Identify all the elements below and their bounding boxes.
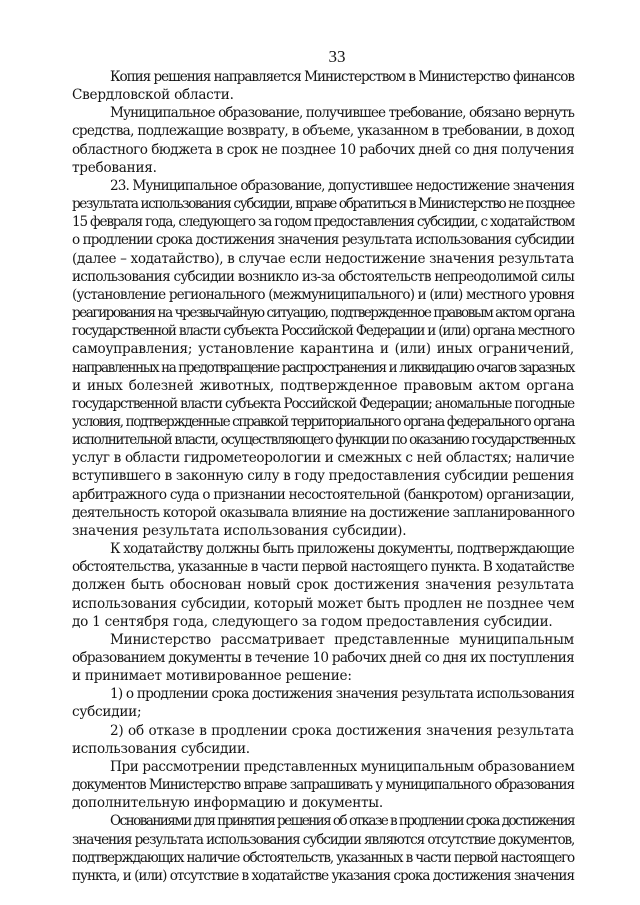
text-line: исполнительной власти, осуществляющего функции по оказанию государственных (72, 432, 575, 449)
text-line: до 1 сентября года, следующего за годом предоставления субсидии. (72, 613, 553, 630)
text-line: Свердловской области. (72, 87, 234, 104)
text-line: субсидии; (72, 704, 142, 721)
paragraph (72, 758, 574, 812)
text-line: Копия решения направляется Министерством в Министерство финансов (110, 69, 574, 85)
text-line: документов Министерство вправе запрашивать у муниципального образования (72, 777, 574, 794)
text-line: государственной власти субъекта Российской Федерации и (или) органа местного (72, 323, 574, 340)
text-line: (далее – ходатайство), в случае если недостижение значения результата (72, 250, 574, 267)
text-line: значения результата использования субсидии являются отсутствие документов, (72, 831, 575, 848)
text-line: направленных на предотвращение распространения и ликвидацию очагов заразных (72, 359, 574, 376)
text-line: подтверждающих наличие обстоятельств, указанных в части первой настоящего (72, 849, 575, 866)
paragraph (72, 540, 574, 631)
paragraph (72, 812, 574, 885)
paragraph (72, 177, 574, 540)
text-line: 1) о продлении срока достижения значения результата использования (110, 686, 575, 703)
text-line: средства, подлежащие возврату, в объеме, указанном в требовании, в доход (72, 123, 574, 140)
text-line: дополнительную информацию и документы. (72, 795, 383, 812)
text-line: государственной власти субъекта Российской Федерации; аномальные погодные (72, 395, 575, 412)
text-line: использования субсидии, который может быть продлен не позднее чем (72, 595, 575, 612)
text-line: значения результата использования субсидии). (72, 522, 407, 539)
paragraph (72, 722, 574, 758)
page-number: 33 (328, 47, 346, 66)
text-line: и принимает мотивированное решение: (72, 668, 352, 685)
text-line: вступившего в законную силу в году предоставления субсидии решения (72, 468, 574, 485)
text-line: 23. Муниципальное образование, допустившее недостижение значения (110, 177, 574, 194)
paragraph (72, 631, 574, 685)
text-line: обстоятельства, указанные в части первой настоящего пункта. В ходатайстве (72, 559, 574, 576)
text-line: (установление регионального (межмуниципального) и (или) местного уровня (72, 286, 575, 303)
document-body (72, 68, 574, 885)
text-line: использования субсидии возникло из-за обстоятельств непреодолимой силы (72, 268, 574, 285)
paragraph (72, 68, 574, 104)
text-line: Министерство рассматривает представленные муниципальным (110, 631, 574, 648)
text-line: Основаниями для принятия решения об отказе в продлении срока достижения (110, 813, 574, 830)
text-line: результата использования субсидии, вправе обратиться в Министерство не позднее (72, 196, 574, 213)
text-line: 2) об отказе в продлении срока достижения значения результата (110, 722, 574, 739)
text-line: При рассмотрении представленных муниципальным образованием (110, 758, 575, 775)
text-line: реагирования на чрезвычайную ситуацию, подтвержденное правовым актом органа (72, 305, 574, 322)
text-line: 15 февраля года, следующего за годом предоставления субсидии, с ходатайством (72, 214, 575, 231)
paragraph (72, 104, 574, 177)
text-line: услуг в области гидрометеорологии и смежных с ней областях; наличие (72, 450, 575, 467)
text-line: пункта, и (или) отсутствие в ходатайстве указания срока достижения значения (72, 867, 574, 884)
text-line: должен быть обоснован новый срок достижения значения результата (72, 577, 574, 594)
text-line: требования. (72, 159, 157, 176)
text-line: областного бюджета в срок не позднее 10 рабочих дней со дня получения (72, 141, 574, 158)
text-line: К ходатайству должны быть приложены документы, подтверждающие (110, 541, 575, 558)
text-line: о продлении срока достижения значения результата использования субсидии (72, 232, 574, 249)
text-line: арбитражного суда о признании несостоятельной (банкротом) организации, (72, 486, 574, 503)
text-line: деятельность которой оказывала влияние на достижение запланированного (72, 504, 575, 521)
text-line: условия, подтвержденные справкой территориального органа федерального органа (72, 413, 574, 430)
paragraph (72, 685, 574, 721)
text-line: самоуправления; установление карантина и (или) иных ограничений, (72, 341, 574, 358)
text-line: Муниципальное образование, получившее требование, обязано вернуть (110, 105, 574, 122)
text-line: образованием документы в течение 10 рабочих дней со дня их поступления (72, 650, 574, 666)
text-line: использования субсидии. (72, 740, 250, 757)
text-line: и иных болезней животных, подтвержденное правовым актом органа (72, 377, 574, 394)
